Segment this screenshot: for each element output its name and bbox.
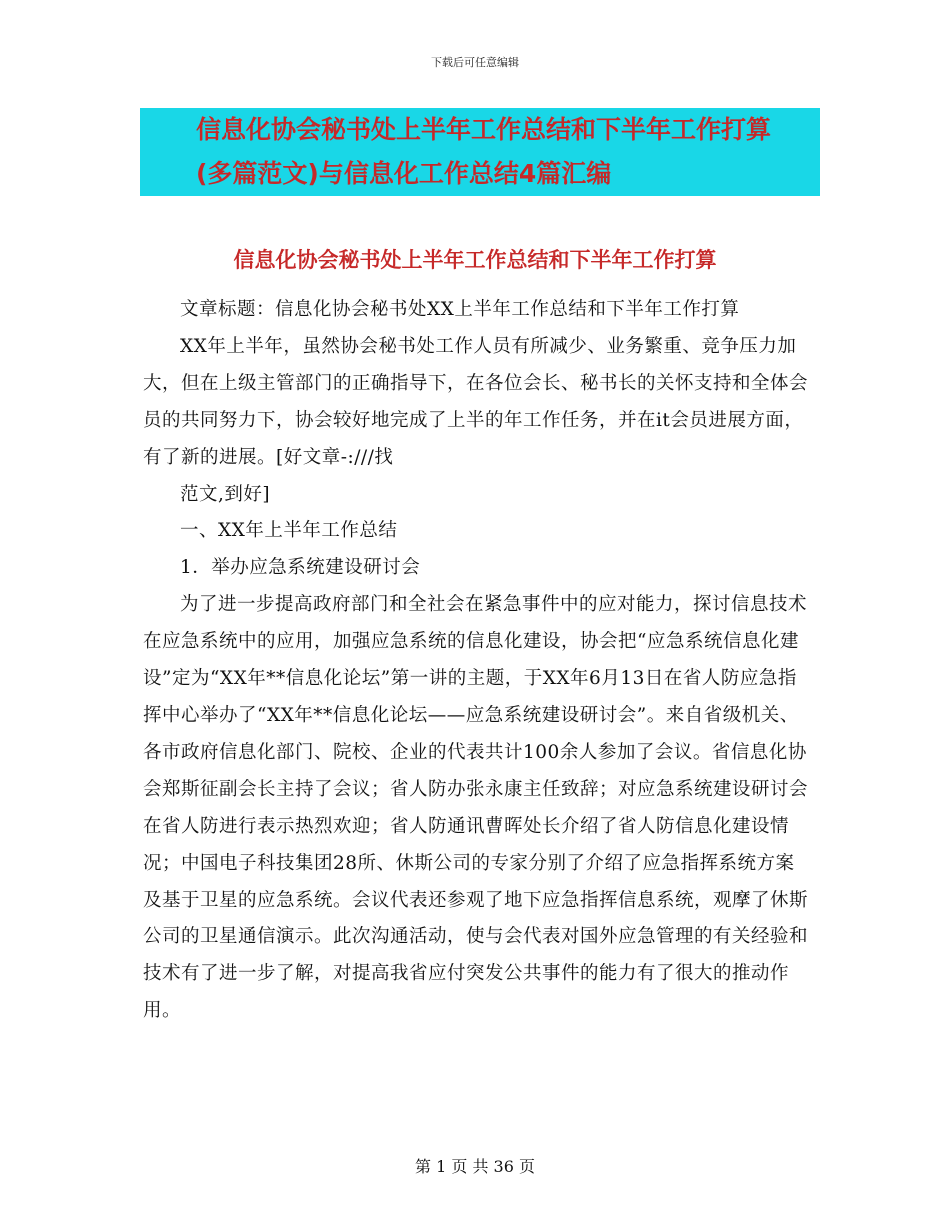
- document-body: [143, 292, 808, 1030]
- page-footer: 第 1 页 共 36 页: [415, 1157, 535, 1176]
- paragraph-link-text: 范文,到好]: [180, 483, 271, 505]
- section-title: 信息化协会秘书处上半年工作总结和下半年工作打算: [233, 248, 717, 272]
- heading-section-1: 一、XX年上半年工作总结: [180, 520, 398, 542]
- document-title-line-2: (多篇范文)与信息化工作总结4篇汇编: [196, 159, 612, 188]
- document-title: [140, 108, 820, 196]
- paragraph-intro: XX年上半年，虽然协会秘书处工作人员有所减少、业务繁重、竞争压力加大，但在上级主管部门的正确指导下，在各位会长、秘书长的关怀支持和全体会员的共同努力下，协会较好地完成了上半的年工作任务，并在it会员进展方面，有了新的进展。[好文章-:///找: [143, 335, 809, 468]
- paragraph-article-title: 文章标题：信息化协会秘书处XX上半年工作总结和下半年工作打算: [180, 299, 740, 320]
- document-title-line-1: 信息化协会秘书处上半年工作总结和下半年工作打算: [196, 115, 772, 144]
- paragraph-seminar: 为了进一步提高政府部门和全社会在紧急事件中的应对能力，探讨信息技术在应急系统中的应用，加强应急系统的信息化建设，协会把“应急系统信息化建设”定为“XX年**信息化论坛”第一讲的主题，于XX年6月13日在省人防应急指挥中心举办了“XX年**信息化论坛——应急系统建设研讨会”。来自省级机关、各市政府信息化部门、院校、企业的代表共计100余人参加了会议。省信息化协会郑斯征副会长主持了会议；省人防办张永康主任致辞；对应急系统建设研讨会在省人防进行表示热烈欢迎；省人防通讯曹晖处长介绍了省人防信息化建设情况；中国电子科技集团28所、休斯公司的专家分别了介绍了应急指挥系统方案及基于卫星的应急系统。会议代表还参观了地下应急指挥信息系统，观摩了休斯公司的卫星通信演示。此次沟通活动，使与会代表对国外应急管理的有关经验和技术有了进一步了解，对提高我省应付突发公共事件的能力有了很大的推动作用。: [143, 594, 809, 1022]
- heading-subsection-1: 1．举办应急系统建设研讨会: [180, 557, 421, 579]
- page-header-note: 下载后可任意编辑: [431, 56, 519, 69]
